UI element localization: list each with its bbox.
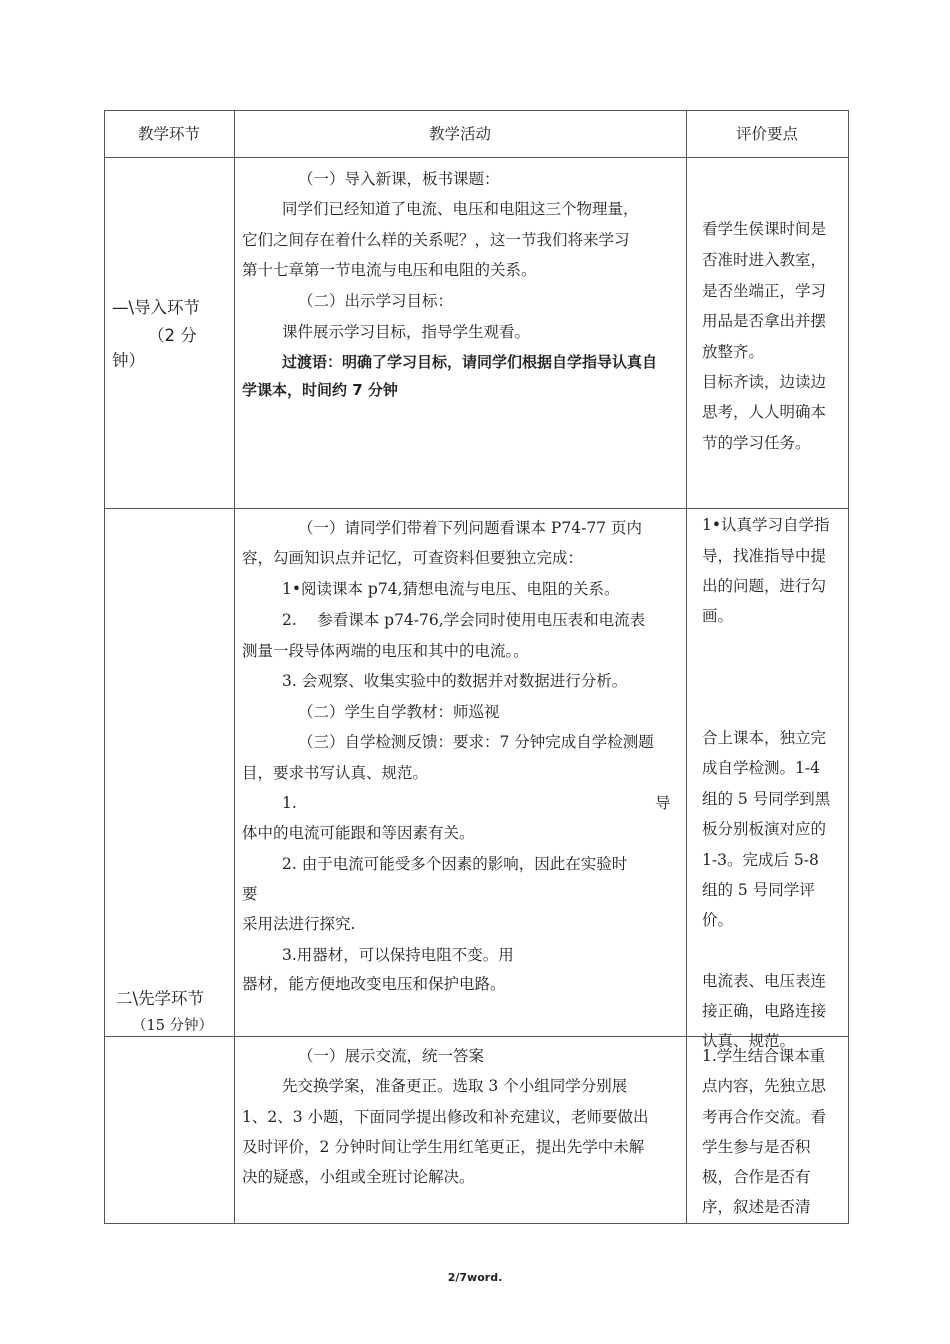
activity-1-line: （一）导入新课，板书课题： (298, 170, 500, 188)
evaluation-2-line: 1-3。完成后 5-8 (702, 851, 819, 869)
table-border-right (848, 110, 849, 1224)
activity-3-line: 先交换学案，准备更正。选取 3 个小组同学分别展 (282, 1077, 628, 1095)
stage-1-title: —\导入环节 (112, 298, 201, 317)
table-border-left (104, 110, 105, 1224)
activity-2-line: 2. 由于电流可能受多个因素的影响，因此在实验时 (282, 855, 628, 873)
evaluation-2-line: 出的问题，进行勾 (702, 577, 827, 595)
evaluation-2-line: 价。 (702, 911, 734, 929)
evaluation-2-line: 组的 5 号同学到黑 (702, 790, 831, 808)
activity-2-line: 导 (655, 794, 671, 812)
activity-2-line: 器材，能方便地改变电压和保护电路。 (242, 975, 506, 993)
activity-2-line: 目，要求书写认真、规范。 (242, 764, 429, 782)
evaluation-2-line: 电流表、电压表连 (702, 972, 827, 990)
activity-3-line: 1、2、3 小题，下面同学提出修改和补充建议，老师要做出 (242, 1108, 649, 1126)
evaluation-2-clipped-line (702, 1026, 842, 1050)
evaluation-1-line: 目标齐读，边读边 (702, 373, 827, 391)
header-divider (104, 157, 849, 158)
evaluation-1-line: 用品是否拿出并摆 (702, 312, 827, 330)
stage-1-duration: （2 分 (148, 326, 197, 345)
transition-text: 学课本，时间约 7 分钟 (242, 381, 398, 399)
evaluation-3-line: 极，合作是否有 (702, 1168, 811, 1186)
activity-2-line: 3.用器材，可以保持电阻不变。用 (282, 946, 514, 964)
activity-2-line: 3. 会观察、收集实验中的数据并对数据进行分析。 (282, 672, 628, 690)
header-activity: 教学活动 (428, 125, 491, 143)
evaluation-2-line: 组的 5 号同学评 (702, 881, 815, 899)
evaluation-3-line: 点内容，先独立思 (702, 1077, 827, 1095)
activity-2-line: （三）自学检测反馈：要求：7 分钟完成自学检测题 (298, 733, 654, 751)
activity-2-line: 1•阅读课本 p74,猜想电流与电压、电阻的关系。 (282, 580, 620, 598)
activity-3-line: （一）展示交流，统一答案 (298, 1047, 485, 1065)
stage-2-duration: （15 分钟） (132, 1018, 214, 1034)
evaluation-1-line: 否准时进入教室， (702, 251, 827, 269)
row-divider-1 (104, 508, 849, 509)
activity-2-line: （一）请同学们带着下列问题看课本 P74-77 页内 (298, 519, 642, 537)
activity-1-line: 同学们已经知道了电流、电压和电阻这三个物理量， (282, 200, 639, 218)
activity-1-line: 它们之间存在着什么样的关系呢？，这一节我们将来学习 (242, 231, 630, 249)
page-footer: 2/7word. (447, 1271, 503, 1284)
activity-2-line: 1. (282, 794, 297, 812)
activity-3-line: 决的疑惑，小组或全班讨论解决。 (242, 1168, 475, 1186)
activity-1-line: 第十七章第一节电流与电压和电阻的关系。 (242, 261, 537, 279)
evaluation-3-line: 考再合作交流。看 (702, 1108, 827, 1126)
evaluation-2-line: 1•认真学习自学指 (702, 516, 830, 534)
evaluation-2-line: 画。 (702, 607, 734, 625)
stage-2-title: 二\先学环节 (116, 989, 205, 1008)
activity-2-line: 容，勾画知识点并记忆，可查资料但要独立完成： (242, 549, 584, 567)
activity-2-line: 采用法进行探究. (242, 915, 356, 933)
transition-text: 过渡语：明确了学习目标，请同学们根据自学指导认真自 (282, 353, 658, 371)
evaluation-3-line: 序，叙述是否清 (702, 1198, 811, 1216)
column-divider-2 (686, 110, 687, 1224)
column-divider-1 (234, 110, 235, 1224)
activity-2-line: （二）学生自学教材：师巡视 (298, 703, 500, 721)
evaluation-1-line: 放整齐。 (702, 343, 765, 361)
activity-3-line: 及时评价，2 分钟时间让学生用红笔更正，提出先学中未解 (242, 1138, 645, 1156)
evaluation-2-line: 成自学检测。1-4 (702, 759, 820, 777)
table-border-bottom (104, 1223, 849, 1224)
activity-1-line: （二）出示学习目标： (298, 292, 454, 310)
evaluation-1-line: 思考，人人明确本 (702, 403, 827, 421)
activity-2-line: 测量一段导体两端的电压和其中的电流。。 (242, 642, 529, 660)
stage-1-duration-end: 钟） (112, 351, 145, 370)
evaluation-3-line: 学生参与是否积 (702, 1138, 811, 1156)
evaluation-2-line: 认真、规范。 (702, 1032, 796, 1050)
evaluation-1-line: 节的学习任务。 (702, 434, 811, 452)
activity-1-line: 课件展示学习目标，指导学生观看。 (282, 323, 531, 341)
evaluation-2-line: 合上课本，独立完 (702, 729, 827, 747)
evaluation-2-line: 接正确，电路连接 (702, 1002, 827, 1020)
evaluation-1-line: 是否坐端正，学习 (702, 282, 827, 300)
activity-2-line: 要 (242, 885, 258, 903)
evaluation-2-line: 板分别板演对应的 (702, 820, 827, 838)
evaluation-3-line: 1.学生结合课本重 (702, 1047, 826, 1065)
evaluation-2-line: 导，找准指导中提 (702, 547, 827, 565)
activity-2-line: 2. 参看课本 p74-76,学会同时使用电压表和电流表 (282, 611, 646, 629)
evaluation-1-line: 看学生侯课时间是 (702, 220, 827, 238)
header-evaluation: 评价要点 (735, 125, 798, 143)
header-stage: 教学环节 (137, 125, 200, 143)
table-border-top (104, 110, 849, 111)
activity-2-line: 体中的电流可能跟和等因素有关。 (242, 824, 475, 842)
